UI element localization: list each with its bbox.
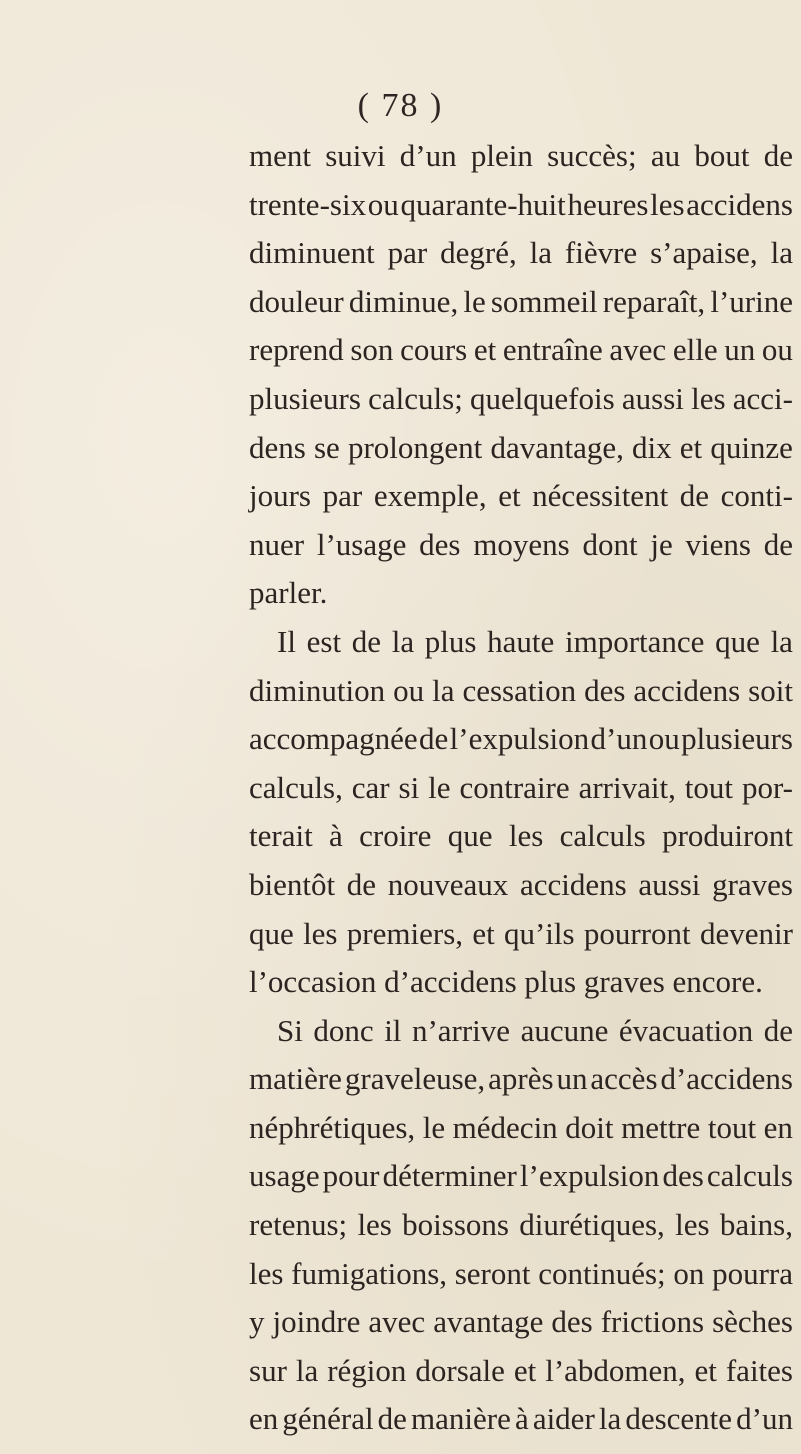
text-line: nuer l’usage des moyens dont je viens de [249, 526, 793, 562]
text-line: les fumigations, seront continués; on pourra [249, 1255, 793, 1291]
text-line: usage pour déterminer l’expulsion des calculs [249, 1158, 793, 1194]
text-line: terait à croire que les calculs produiront [249, 818, 793, 854]
text-line: diminution ou la cessation des accidens soit [249, 672, 793, 708]
text-line: accompagnée de l’expulsion d’un ou plusieurs [249, 721, 793, 757]
text-line: Il est de la plus haute importance que la [277, 623, 793, 659]
text-line: ment suivi d’un plein succès; au bout de [249, 138, 793, 173]
text-line: reprend son cours et entraîne avec elle un ou [249, 332, 793, 368]
text-line: que les premiers, et qu’ils pourront devenir [249, 915, 793, 951]
text-line: dens se prolongent davantage, dix et quinze [249, 429, 793, 465]
text-line: plusieurs calculs; quelquefois aussi les acci- [249, 380, 793, 416]
text-line: néphrétiques, le médecin doit mettre tout en [249, 1109, 793, 1145]
text-line: Si donc il n’arrive aucune évacuation de [277, 1012, 793, 1048]
body-text [249, 132, 793, 1444]
text-line: matière graveleuse, après un accès d’accidens [249, 1061, 793, 1097]
text-line: parler. [249, 575, 328, 611]
text-line: y joindre avec avantage des frictions sèches [249, 1304, 793, 1340]
text-line: retenus; les boissons diurétiques, les bains, [249, 1207, 793, 1243]
text-line: douleur diminue, le sommeil reparaît, l’urine [249, 283, 793, 319]
text-line: jours par exemple, et nécessitent de conti- [249, 478, 793, 514]
text-line: en général de manière à aider la descente d’un [249, 1401, 793, 1437]
text-line: l’occasion d’accidens plus graves encore. [249, 964, 763, 1000]
page-number: ( 78 ) [357, 87, 444, 124]
text-line: sur la région dorsale et l’abdomen, et faites [249, 1352, 793, 1388]
text-line: bientôt de nouveaux accidens aussi graves [249, 866, 793, 902]
text-line: diminuent par degré, la fièvre s’apaise, la [249, 235, 793, 271]
text-line: calculs, car si le contraire arrivait, tout por- [249, 769, 793, 805]
text-line: trente-six ou quarante-huit heures les accidens [249, 186, 793, 222]
